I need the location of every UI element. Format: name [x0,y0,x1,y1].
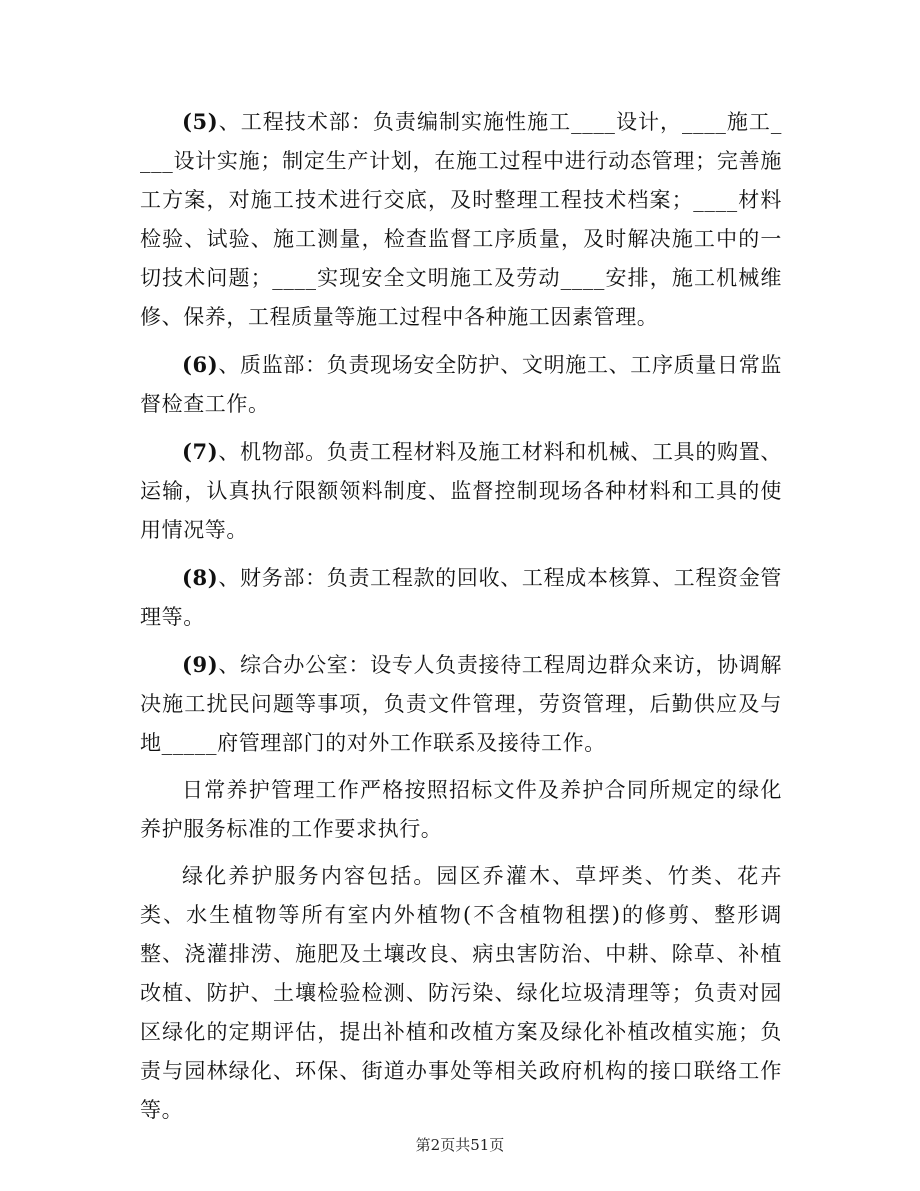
item-number: (9) [182,652,219,677]
paragraph-materials-dept [140,432,782,550]
item-number: (7) [182,439,219,464]
document-body [140,102,782,1138]
item-number: (8) [182,565,219,590]
paragraph-greening-services [140,857,782,1130]
paragraph-text: 、质监部：负责现场安全防护、文明施工、工序质量日常监督检查工作。 [140,353,782,416]
paragraph-engineering-dept [140,102,782,337]
paragraph-text: 绿化养护服务内容包括。园区乔灌木、草坪类、竹类、花卉类、水生植物等所有室内外植物(不含植物租摆)的修剪、整形调整、浇灌排涝、施肥及土壤改良、病虫害防治、中耕、除草、补植改植、防护、土壤检验检测、防污染、绿化垃圾清理等；负责对园区绿化的定期评估，提出补植和改植方案及绿化补植改植实施；负责与园林绿化、环保、街道办事处等相关政府机构的接口联络工作等。 [140,864,782,1122]
paragraph-text: 、综合办公室：设专人负责接待工程周边群众来访，协调解决施工扰民问题等事项，负责文件管理，劳资管理，后勤供应及与地_____府管理部门的对外工作联系及接待工作。 [140,653,782,755]
paragraph-general-office [140,645,782,763]
paragraph-text: 日常养护管理工作严格按照招标文件及养护合同所规定的绿化养护服务标准的工作要求执行。 [140,778,782,841]
paragraph-text: 、机物部。负责工程材料及施工材料和机械、工具的购置、运输，认真执行限额领料制度、监督控制现场各种材料和工具的使用情况等。 [140,440,782,542]
item-number: (6) [182,352,219,377]
item-number: (5) [182,109,219,134]
paragraph-daily-maintenance [140,771,782,849]
page-number-footer: 第2页共51页 [415,1136,505,1154]
paragraph-text: 、工程技术部：负责编制实施性施工____设计，____施工____设计实施；制定生产计划，在施工过程中进行动态管理；完善施工方案，对施工技术进行交底，及时整理工程技术档案；____材料检验、试验、施工测量，检查监督工序质量，及时解决施工中的一切技术问题；____实现安全文明施工及劳动____安排，施工机械维修、保养，工程质量等施工过程中各种施工因素管理。 [140,110,782,329]
paragraph-finance-dept [140,558,782,637]
paragraph-text: 、财务部：负责工程款的回收、工程成本核算、工程资金管理等。 [140,566,782,629]
paragraph-quality-dept [140,345,782,424]
